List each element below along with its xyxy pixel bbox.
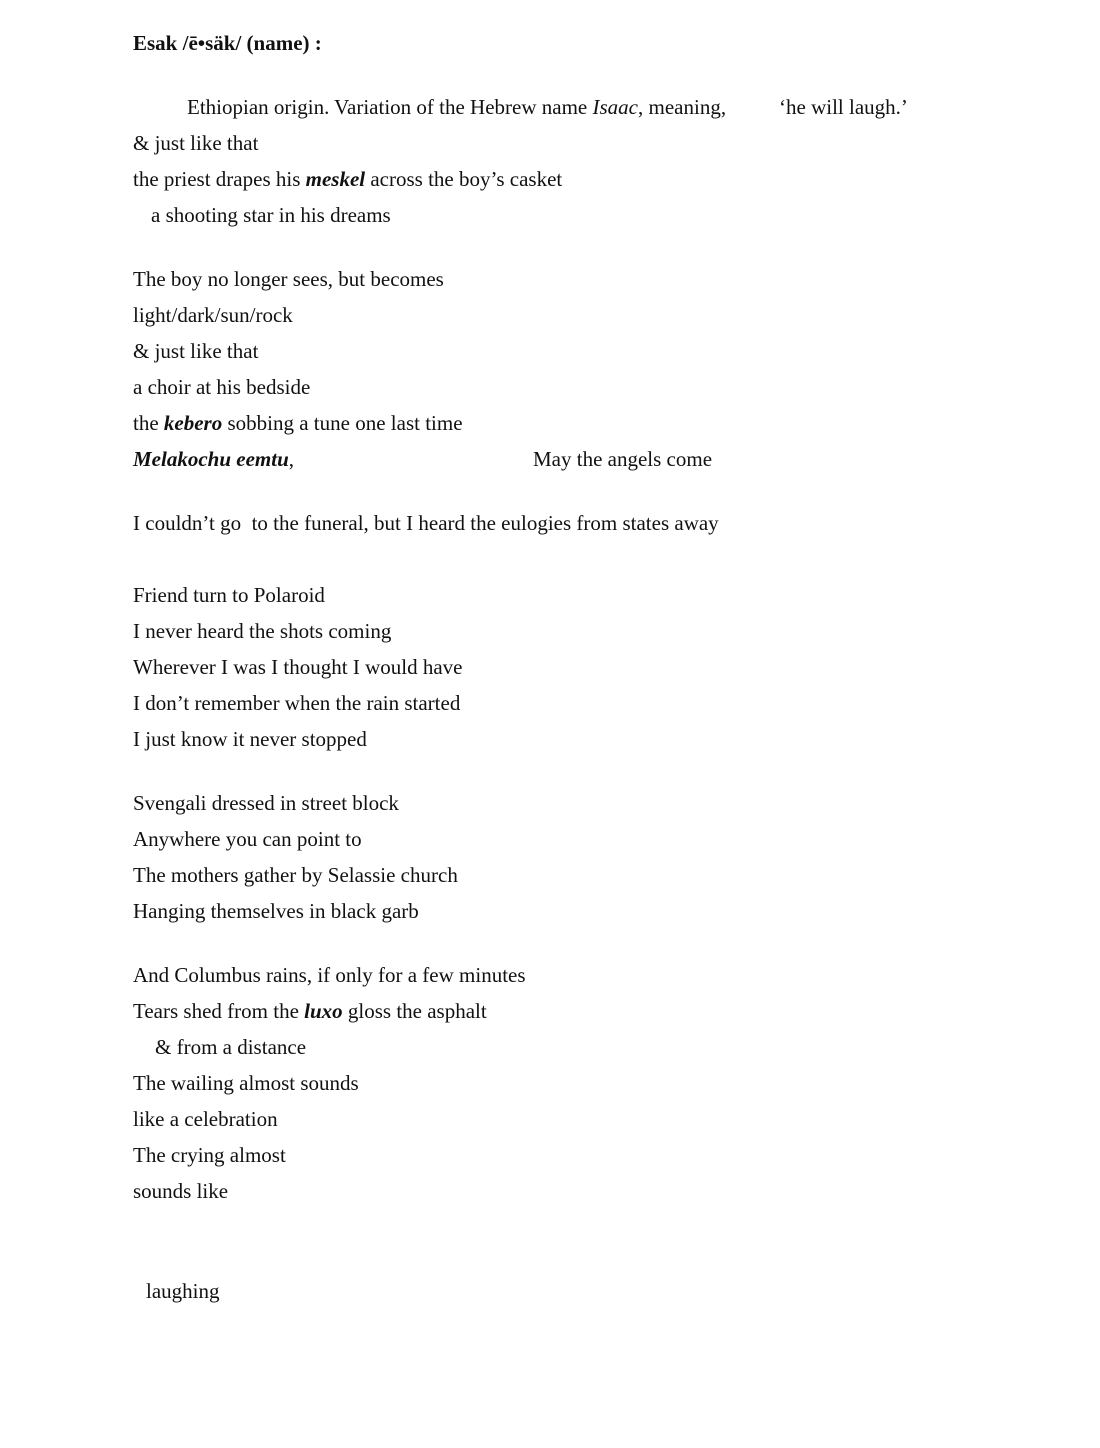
poem-line: & from a distance: [155, 1035, 307, 1059]
poem-line-text: the: [133, 411, 164, 435]
final-word: laughing: [146, 1279, 220, 1303]
definition-text-end: , meaning,: [638, 95, 727, 119]
emphasized-word: meskel: [305, 167, 366, 191]
definition-text: Ethiopian origin. Variation of the Hebrew name: [187, 95, 593, 119]
poem-line: & just like that: [133, 339, 259, 363]
poem-line: Hanging themselves in black garb: [133, 899, 419, 923]
poem-line: [133, 447, 294, 472]
poem-line: sounds like: [133, 1179, 229, 1203]
poem-line: I never heard the shots coming: [133, 619, 392, 643]
poem-line: [133, 999, 487, 1024]
poem-line: Anywhere you can point to: [133, 827, 362, 851]
poem-line-text: ,: [288, 447, 294, 471]
definition-line: [187, 95, 726, 120]
translation-phrase: May the angels come: [533, 447, 713, 471]
poem-line-text: the priest drapes his: [133, 167, 306, 191]
poem-line: And Columbus rains, if only for a few minutes: [133, 963, 526, 987]
poem-line-text: gloss the asphalt: [342, 999, 487, 1023]
poem-line-text: sobbing a tune one last time: [222, 411, 463, 435]
poem-line: I don’t remember when the rain started: [133, 691, 461, 715]
poem-line: The mothers gather by Selassie church: [133, 863, 458, 887]
definition-meaning: ‘he will laugh.’: [779, 95, 908, 119]
poem-line: Svengali dressed in street block: [133, 791, 399, 815]
poem-line-text: across the boy’s casket: [365, 167, 563, 191]
poem-line: The boy no longer sees, but becomes: [133, 267, 444, 291]
poem-line: a shooting star in his dreams: [151, 203, 391, 227]
poem-line: [133, 167, 562, 192]
poem-line: light/dark/sun/rock: [133, 303, 293, 327]
poem-title: Esak /ē•säk/ (name) :: [133, 31, 322, 55]
poem-line: & just like that: [133, 131, 259, 155]
poem-line: Wherever I was I thought I would have: [133, 655, 463, 679]
poem-line: I couldn’t go to the funeral, but I heard the eulogies from states away: [133, 511, 719, 535]
poem-line: I just know it never stopped: [133, 727, 367, 751]
poem-line: like a celebration: [133, 1107, 278, 1131]
poem-line: The wailing almost sounds: [133, 1071, 359, 1095]
amharic-phrase: Melakochu eemtu: [133, 447, 289, 471]
poem-line: The crying almost: [133, 1143, 286, 1167]
poem-line: [133, 411, 463, 436]
poem-line-text: Tears shed from the: [133, 999, 305, 1023]
definition-name: Isaac: [592, 95, 639, 119]
emphasized-word: kebero: [163, 411, 223, 435]
poem-line: a choir at his bedside: [133, 375, 311, 399]
poem-line: Friend turn to Polaroid: [133, 583, 325, 607]
emphasized-word: luxo: [304, 999, 343, 1023]
